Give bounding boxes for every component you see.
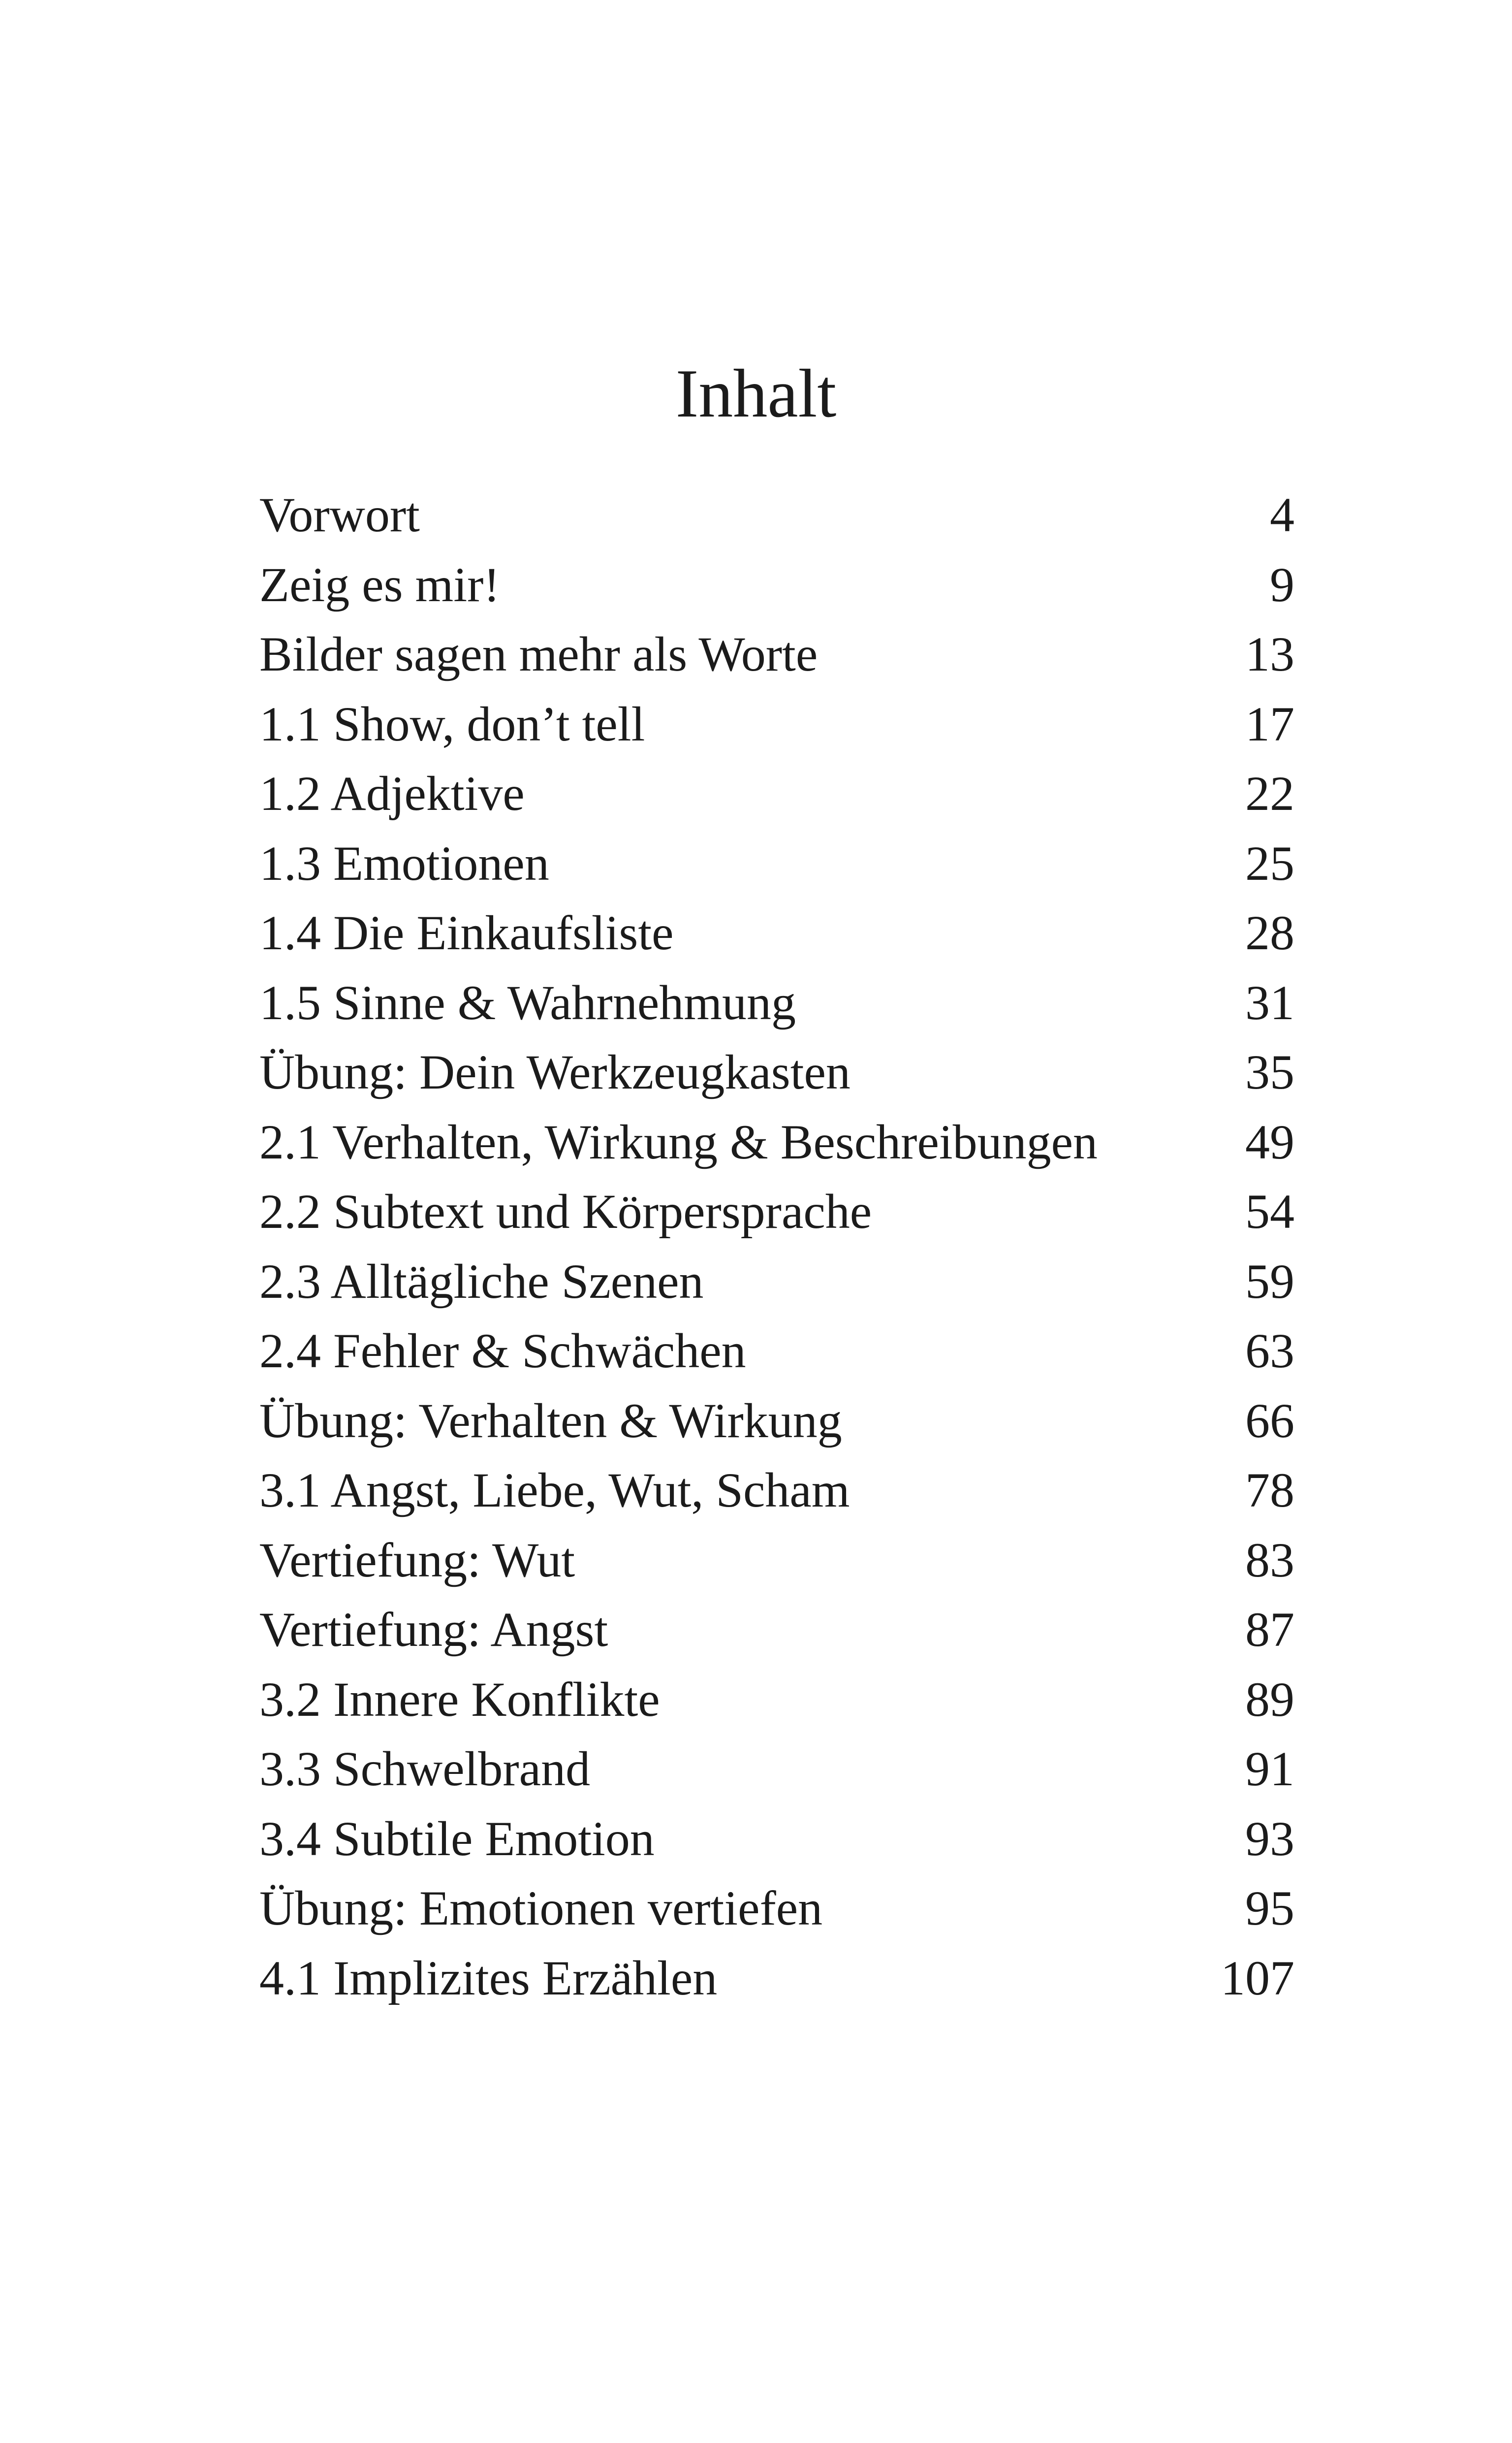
toc-entry-label: 1.5 Sinne & Wahrnehmung <box>259 975 796 1030</box>
toc-entry-page-number: 87 <box>1245 1602 1294 1657</box>
toc-entry-label: 3.3 Schwelbrand <box>259 1741 591 1796</box>
toc-entry-label: 1.2 Adjektive <box>259 766 525 821</box>
toc-entry[interactable] <box>259 1247 1294 1317</box>
toc-entry-label: Übung: Emotionen vertiefen <box>259 1881 823 1935</box>
toc-entry-page-number: 25 <box>1245 836 1294 891</box>
toc-entry-page-number: 49 <box>1245 1114 1294 1169</box>
toc-entry-label: 1.1 Show, don’t tell <box>259 696 645 751</box>
toc-entry-label: 2.1 Verhalten, Wirkung & Beschreibungen <box>259 1114 1098 1169</box>
toc-entry-page-number: 22 <box>1245 766 1294 821</box>
toc-entry-page-number: 63 <box>1245 1323 1294 1378</box>
toc-entry-label: Bilder sagen mehr als Worte <box>259 627 818 681</box>
toc-entry-label: 1.4 Die Einkaufsliste <box>259 905 674 960</box>
toc-entry-page-number: 95 <box>1245 1881 1294 1935</box>
toc-entry-page-number: 28 <box>1245 905 1294 960</box>
toc-entry-page-number: 107 <box>1221 1950 1294 2005</box>
toc-entry[interactable] <box>259 619 1294 689</box>
toc-entry-page-number: 4 <box>1270 487 1294 542</box>
toc-entry-page-number: 91 <box>1245 1741 1294 1796</box>
toc-entry[interactable] <box>259 1177 1294 1247</box>
toc-entry[interactable] <box>259 1873 1294 1943</box>
toc-entry[interactable] <box>259 898 1294 968</box>
toc-entry-page-number: 31 <box>1245 975 1294 1030</box>
toc-entry-page-number: 9 <box>1270 557 1294 612</box>
toc-entry[interactable] <box>259 759 1294 829</box>
toc-entry-label: 2.3 Alltägliche Szenen <box>259 1254 704 1309</box>
table-of-contents <box>259 480 1294 2013</box>
page-title: Inhalt <box>675 355 837 432</box>
toc-entry-label: Übung: Verhalten & Wirkung <box>259 1393 842 1448</box>
toc-entry-page-number: 13 <box>1245 627 1294 681</box>
toc-entry-label: 2.4 Fehler & Schwächen <box>259 1323 746 1378</box>
toc-entry[interactable] <box>259 689 1294 759</box>
toc-entry-label: Übung: Dein Werkzeugkasten <box>259 1045 850 1099</box>
toc-entry-page-number: 78 <box>1245 1463 1294 1517</box>
toc-entry-label: 3.1 Angst, Liebe, Wut, Scham <box>259 1463 850 1517</box>
toc-entry-label: 2.2 Subtext und Körpersprache <box>259 1184 872 1239</box>
toc-entry-page-number: 89 <box>1245 1672 1294 1727</box>
toc-entry[interactable] <box>259 1734 1294 1804</box>
toc-entry[interactable] <box>259 1943 1294 2013</box>
toc-entry-label: Vorwort <box>259 487 420 542</box>
toc-entry-page-number: 35 <box>1245 1045 1294 1099</box>
toc-entry-page-number: 17 <box>1245 696 1294 751</box>
toc-entry[interactable] <box>259 1455 1294 1525</box>
toc-entry[interactable] <box>259 829 1294 899</box>
toc-entry-page-number: 93 <box>1245 1811 1294 1866</box>
toc-entry-page-number: 83 <box>1245 1532 1294 1587</box>
toc-entry-label: 3.2 Innere Konflikte <box>259 1672 660 1727</box>
toc-entry-label: 1.3 Emotionen <box>259 836 549 891</box>
toc-entry-label: Zeig es mir! <box>259 557 500 612</box>
toc-entry[interactable] <box>259 1665 1294 1735</box>
toc-entry[interactable] <box>259 550 1294 620</box>
toc-entry[interactable] <box>259 1386 1294 1456</box>
toc-entry-page-number: 59 <box>1245 1254 1294 1309</box>
toc-entry[interactable] <box>259 1595 1294 1665</box>
toc-entry[interactable] <box>259 1316 1294 1386</box>
toc-entry[interactable] <box>259 1107 1294 1177</box>
toc-entry-label: Vertiefung: Angst <box>259 1602 608 1657</box>
toc-entry-page-number: 54 <box>1245 1184 1294 1239</box>
toc-entry[interactable] <box>259 480 1294 550</box>
toc-entry-label: 4.1 Implizites Erzählen <box>259 1950 718 2005</box>
toc-entry-page-number: 66 <box>1245 1393 1294 1448</box>
toc-entry[interactable] <box>259 1037 1294 1107</box>
toc-entry[interactable] <box>259 968 1294 1038</box>
toc-entry-label: Vertiefung: Wut <box>259 1532 575 1587</box>
toc-entry[interactable] <box>259 1804 1294 1874</box>
toc-entry[interactable] <box>259 1525 1294 1595</box>
toc-entry-label: 3.4 Subtile Emotion <box>259 1811 655 1866</box>
